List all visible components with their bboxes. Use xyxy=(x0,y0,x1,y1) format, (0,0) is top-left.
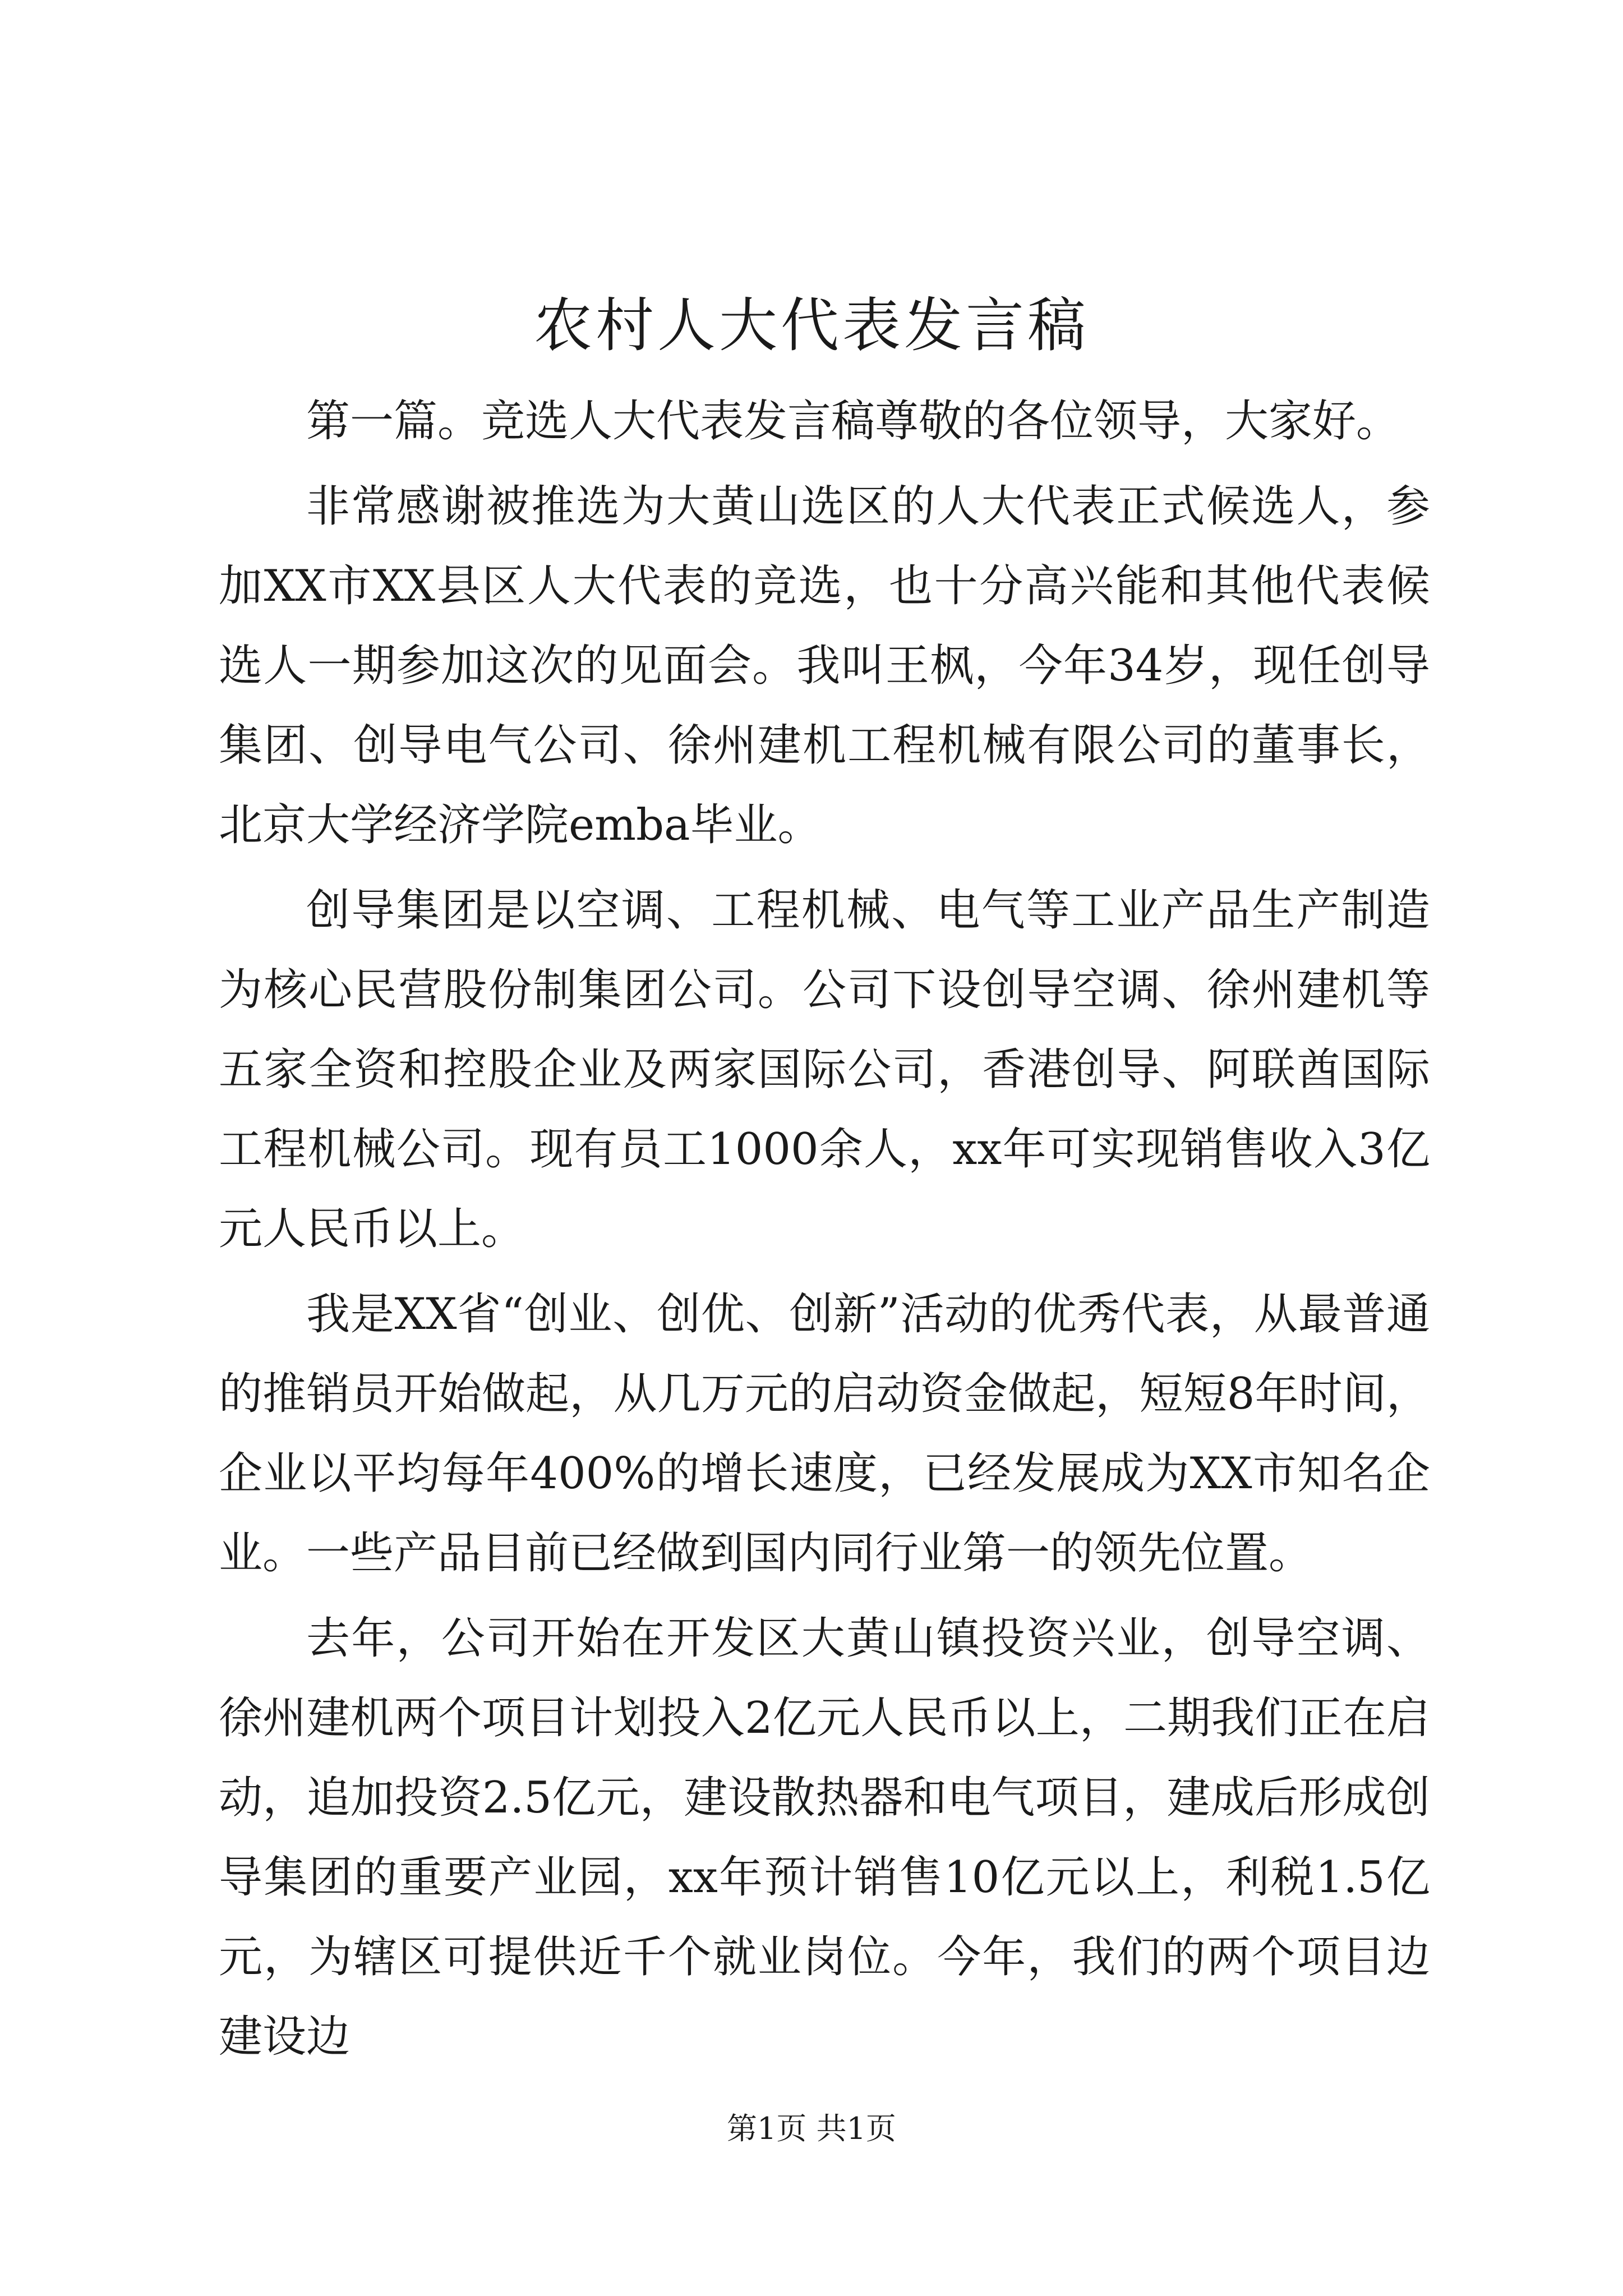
paragraph-2: 非常感谢被推选为大黄山选区的人大代表正式候选人，参加XX市XX县区人大代表的竞选，也十分高兴能和其他代表候选人一期参加这次的见面会。我叫王枫，今年34岁，现任创导集团、创导电气公司、徐州建机工程机械有限公司的董事长，北京大学经济学院emba毕业。 xyxy=(219,481,1430,850)
paragraph-3: 创导集团是以空调、工程机械、电气等工业产品生产制造为核心民营股份制集团公司。公司下设创导空调、徐州建机等五家全资和控股企业及两家国际公司，香港创导、阿联酋国际工程机械公司。现有员工1000余人，xx年可实现销售收入3亿元人民币以上。 xyxy=(219,885,1430,1254)
paragraph-4: 我是XX省“创业、创优、创新”活动的优秀代表，从最普通的推销员开始做起，从几万元的启动资金做起，短短8年时间，企业以平均每年400%的增长速度，已经发展成为XX市知名企业。一些产品目前已经做到国内同行业第一的领先位置。 xyxy=(219,1289,1430,1579)
paragraph-5: 去年，公司开始在开发区大黄山镇投资兴业，创导空调、徐州建机两个项目计划投入2亿元人民币以上，二期我们正在启动，追加投资2.5亿元，建设散热器和电气项目，建成后形成创导集团的重要产业园，xx年预计销售10亿元以上，利税1.5亿元，为辖区可提供近千个就业岗位。今年，我们的两个项目边建设边 xyxy=(219,1613,1430,2062)
document-body xyxy=(219,381,1430,2077)
page-footer: 第1页 共1页 xyxy=(727,2111,896,2146)
document-title: 农村人大代表发言稿 xyxy=(533,291,1089,360)
paragraph-1: 第一篇。竞选人大代表发言稿尊敬的各位领导，大家好。 xyxy=(306,396,1400,447)
